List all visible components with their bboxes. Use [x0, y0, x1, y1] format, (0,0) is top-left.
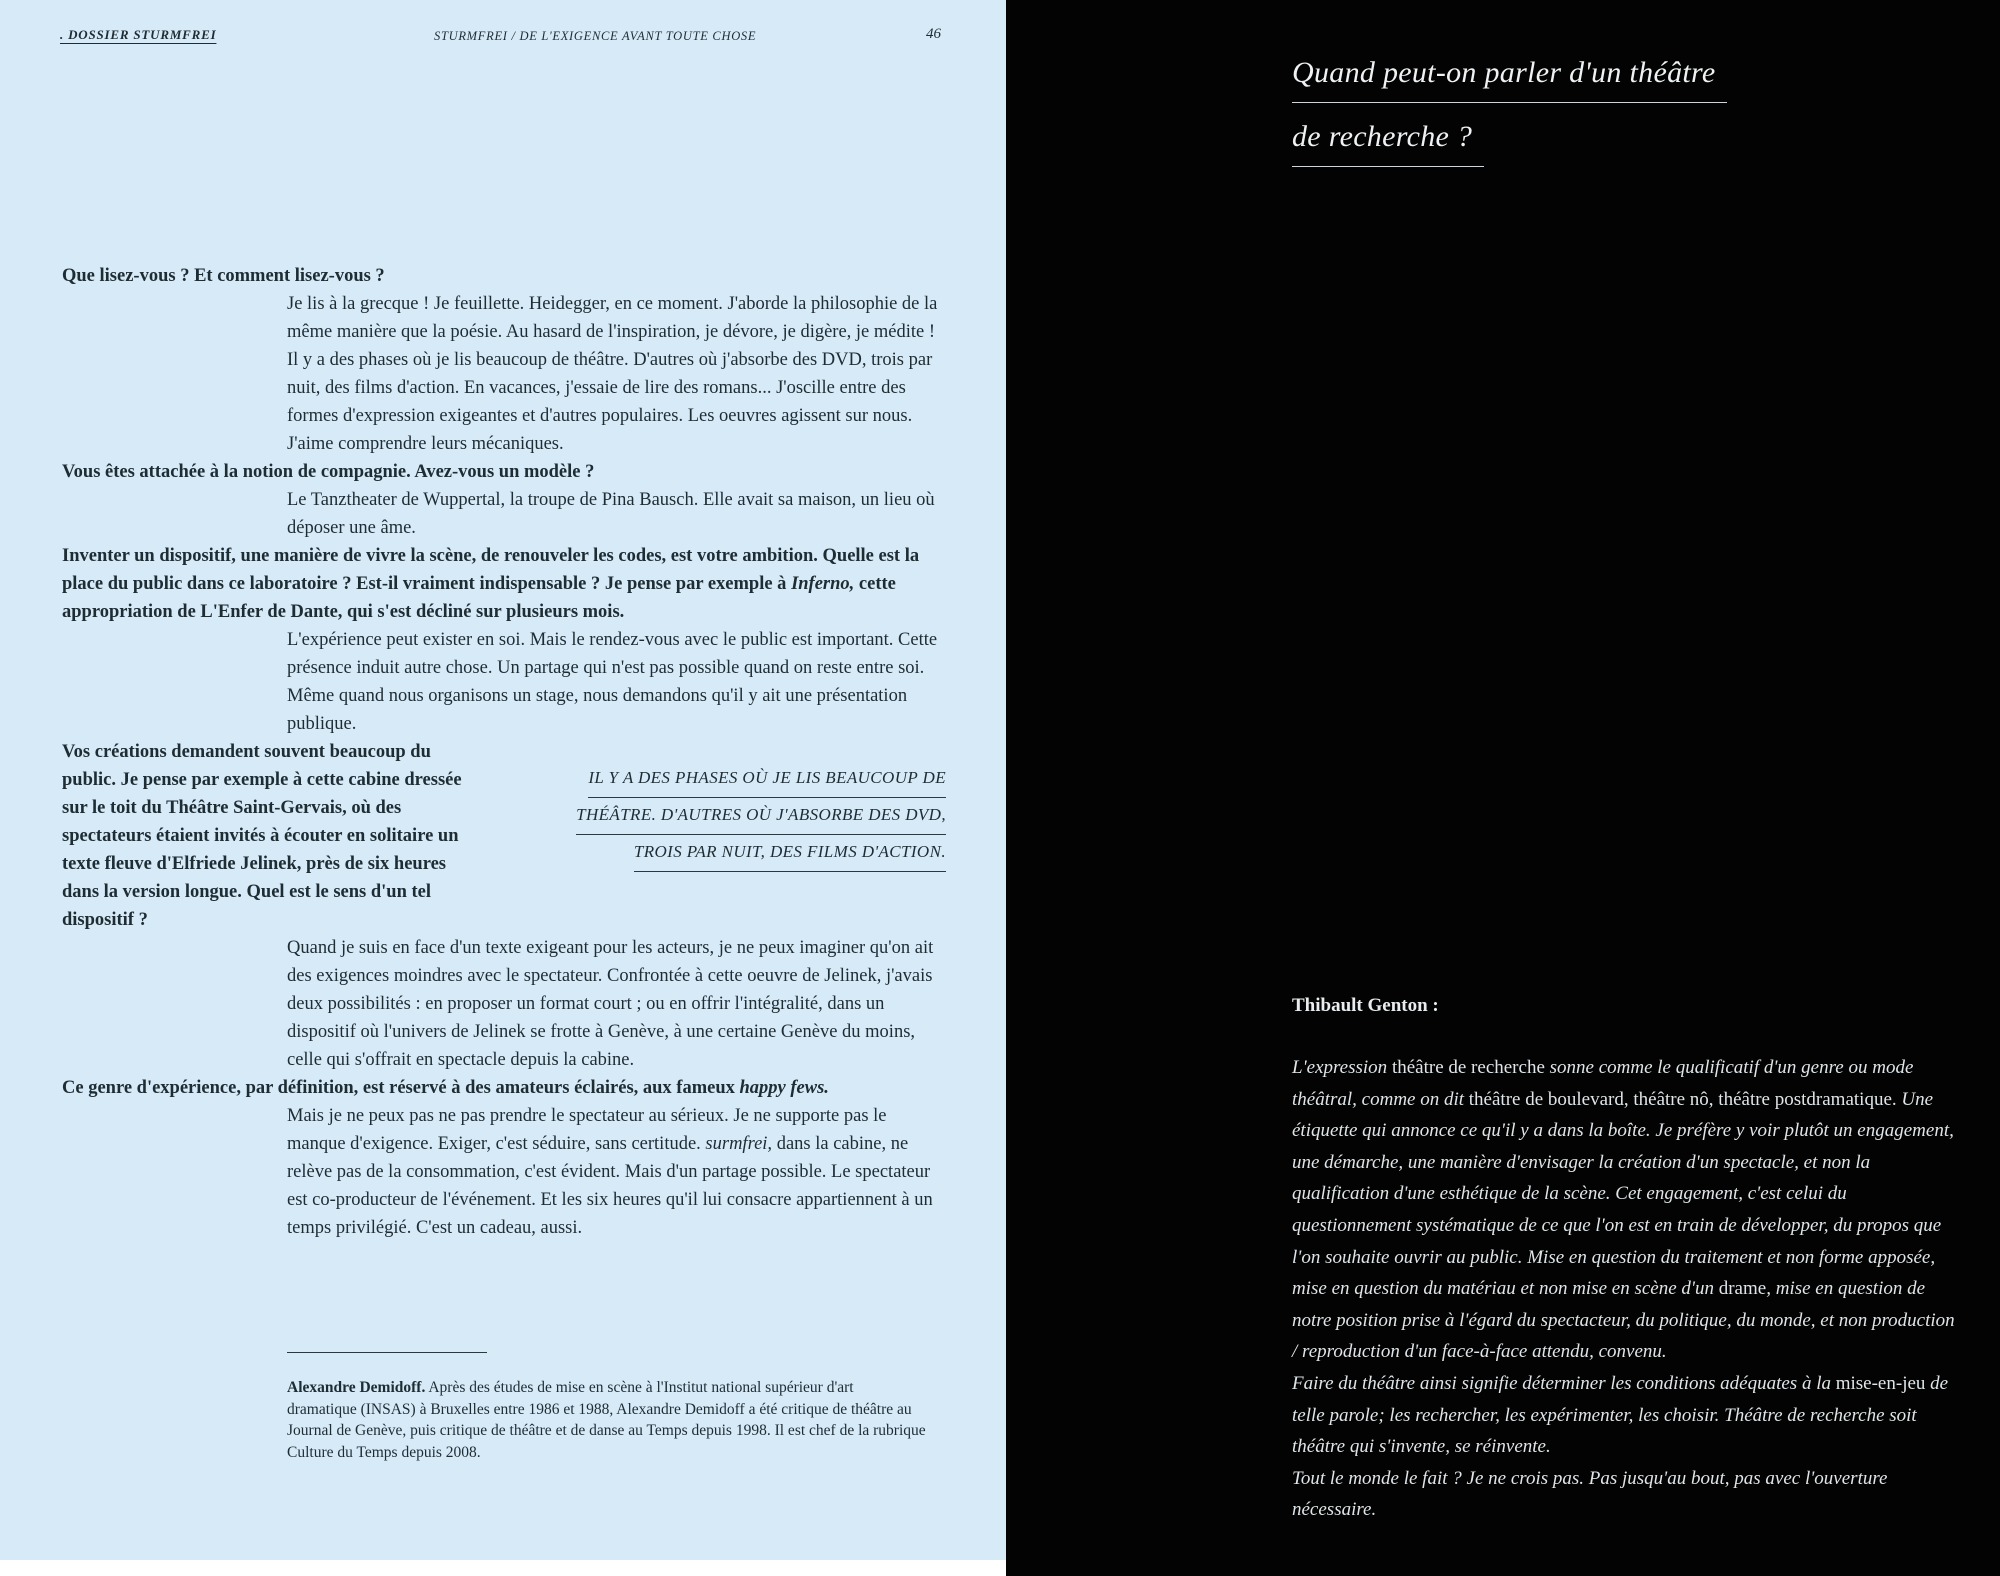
question-with-pull-quote — [62, 738, 946, 934]
pull-quote-line: IL Y A DES PHASES OÙ JE LIS BEAUCOUP DE — [462, 762, 946, 799]
header-section-label: . DOSSIER STURMFREI — [60, 27, 217, 42]
pull-quote-line: TROIS PAR NUIT, DES FILMS D'ACTION. — [462, 836, 946, 873]
byline: Thibault Genton : — [1292, 995, 1439, 1016]
article-title-line: de recherche ? — [1292, 120, 1727, 167]
bio-text: Alexandre Demidoff. Après des études de mise en scène à l'Institut national supérieur d'art dramatique (INSAS) à Bruxelles entre 1986 et 1988, Alexandre Demidoff a été critique de théâtre au Journal de Genève, puis critique de théâtre et de danse au Temps depuis 1998. Il est chef de la rubrique Culture du Temps depuis 2008. — [287, 1379, 926, 1461]
question-text: Vous êtes attachée à la notion de compagnie. Avez-vous un modèle ? — [62, 462, 595, 482]
answer-text: Quand je suis en face d'un texte exigeant pour les acteurs, je ne peux imaginer qu'on ait des exigences moindres avec le spectateur. Confrontée à cette oeuvre de Jelinek, j'avais deux possibilités : en proposer un format court ; ou en offrir l'intégralité, dans un dispositif où l'univers de Jelinek se frotte à Genève, à une certaine Genève du moins, celle qui s'offrait en spectacle depuis la cabine. — [287, 938, 934, 1070]
article-title-line: Quand peut-on parler d'un théâtre — [1292, 56, 1727, 103]
question-text: Inventer un dispositif, une manière de vivre la scène, de renouveler les codes, est votre ambition. Quelle est la place du public dans ce laboratoire ? Est-il vraiment indispensable ? Je pense par exemple à Inferno, cette appropriation de L'Enfer de Dante, qui s'est décliné sur plusieurs mois. — [62, 546, 920, 622]
article-paragraph: Faire du théâtre ainsi signifie déterminer les conditions adéquates à la mise-en-jeu de telle parole; les rechercher, les expérimenter, les choisir. Théâtre de recherche soit théâtre qui s'invente, se réinvente. — [1292, 1372, 1949, 1458]
answer-text: Mais je ne peux pas ne pas prendre le spectateur au sérieux. Je ne supporte pas le manque d'exigence. Exiger, c'est séduire, sans certitude. surmfrei, dans la cabine, ne relève pas de la consommation, c'est évident. Mais d'un partage possible. Le spectateur est co-producteur de l'événement. Et les six heures qu'il lui consacre appartiennent à un temps privilégié. C'est un cadeau, aussi. — [287, 1106, 933, 1238]
page-edge-strip — [0, 1560, 1006, 1576]
pull-quote — [462, 762, 946, 873]
article-body — [1292, 1052, 1956, 1526]
right-page — [1006, 0, 2000, 1576]
interview-column — [62, 262, 946, 1242]
answer-text: L'expérience peut exister en soi. Mais le rendez-vous avec le public est important. Cette présence induit autre chose. Un partage qui n'est pas possible quand on reste entre soi. Même quand nous organisons un stage, nous demandons qu'il y ait une présentation publique. — [287, 630, 938, 734]
question-text: Ce genre d'expérience, par définition, est réservé à des amateurs éclairés, aux fameux happy fews. — [62, 1078, 829, 1098]
page-number: 46 — [926, 26, 941, 42]
pull-quote-line: THÉÂTRE. D'AUTRES OÙ J'ABSORBE DES DVD, — [462, 799, 946, 836]
bio-divider — [287, 1352, 487, 1353]
author-bio — [287, 1352, 927, 1463]
header-running-title: STURMFREI / DE L'EXIGENCE AVANT TOUTE CHOSE — [434, 29, 757, 43]
answer-text: Le Tanztheater de Wuppertal, la troupe de Pina Bausch. Elle avait sa maison, un lieu où déposer une âme. — [287, 490, 935, 538]
left-page — [0, 0, 1006, 1560]
answer-text: Je lis à la grecque ! Je feuillette. Heidegger, en ce moment. J'aborde la philosophie de la même manière que la poésie. Au hasard de l'inspiration, je dévore, je digère, je médite ! Il y a des phases où je lis beaucoup de théâtre. D'autres où j'absorbe des DVD, trois par nuit, des films d'action. En vacances, j'essaie de lire des romans... J'oscille entre des formes d'expression exigeantes et d'autres populaires. Les oeuvres agissent sur nous. J'aime comprendre leurs mécaniques. — [287, 294, 938, 454]
question-text: Vos créations demandent souvent beaucoup du public. Je pense par exemple à cette cabine dressée sur le toit du Théâtre Saint-Gervais, où des spectateurs étaient invités à écouter en solitaire un texte fleuve d'Elfriede Jelinek, près de six heures dans la version longue. Quel est le sens d'un tel dispositif ? — [62, 742, 462, 930]
article-paragraph: L'expression théâtre de recherche sonne comme le qualificatif d'un genre ou mode théâtral, comme on dit théâtre de boulevard, théâtre nô, théâtre postdramatique. Une étiquette qui annonce ce qu'il y a dans la boîte. Je préfère y voir plutôt un engagement, une démarche, une manière d'envisager la création d'un spectacle, et non la qualification d'une esthétique de la scène. Cet engagement, c'est celui du questionnement systématique de ce que l'on est en train de développer, du propos que l'on souhaite ouvrir au public. Mise en question du traitement et non forme apposée, mise en question du matériau et non mise en scène d'un drame, mise en question de notre position prise à l'égard du spectacteur, du politique, du monde, et non production / reproduction d'un face-à-face attendu, convenu. — [1292, 1057, 1955, 1363]
article-title — [1292, 56, 1727, 184]
article-paragraph: Tout le monde le fait ? Je ne crois pas. Pas jusqu'au bout, pas avec l'ouverture nécessaire. — [1292, 1467, 1888, 1521]
question-text: Que lisez-vous ? Et comment lisez-vous ? — [62, 266, 385, 286]
